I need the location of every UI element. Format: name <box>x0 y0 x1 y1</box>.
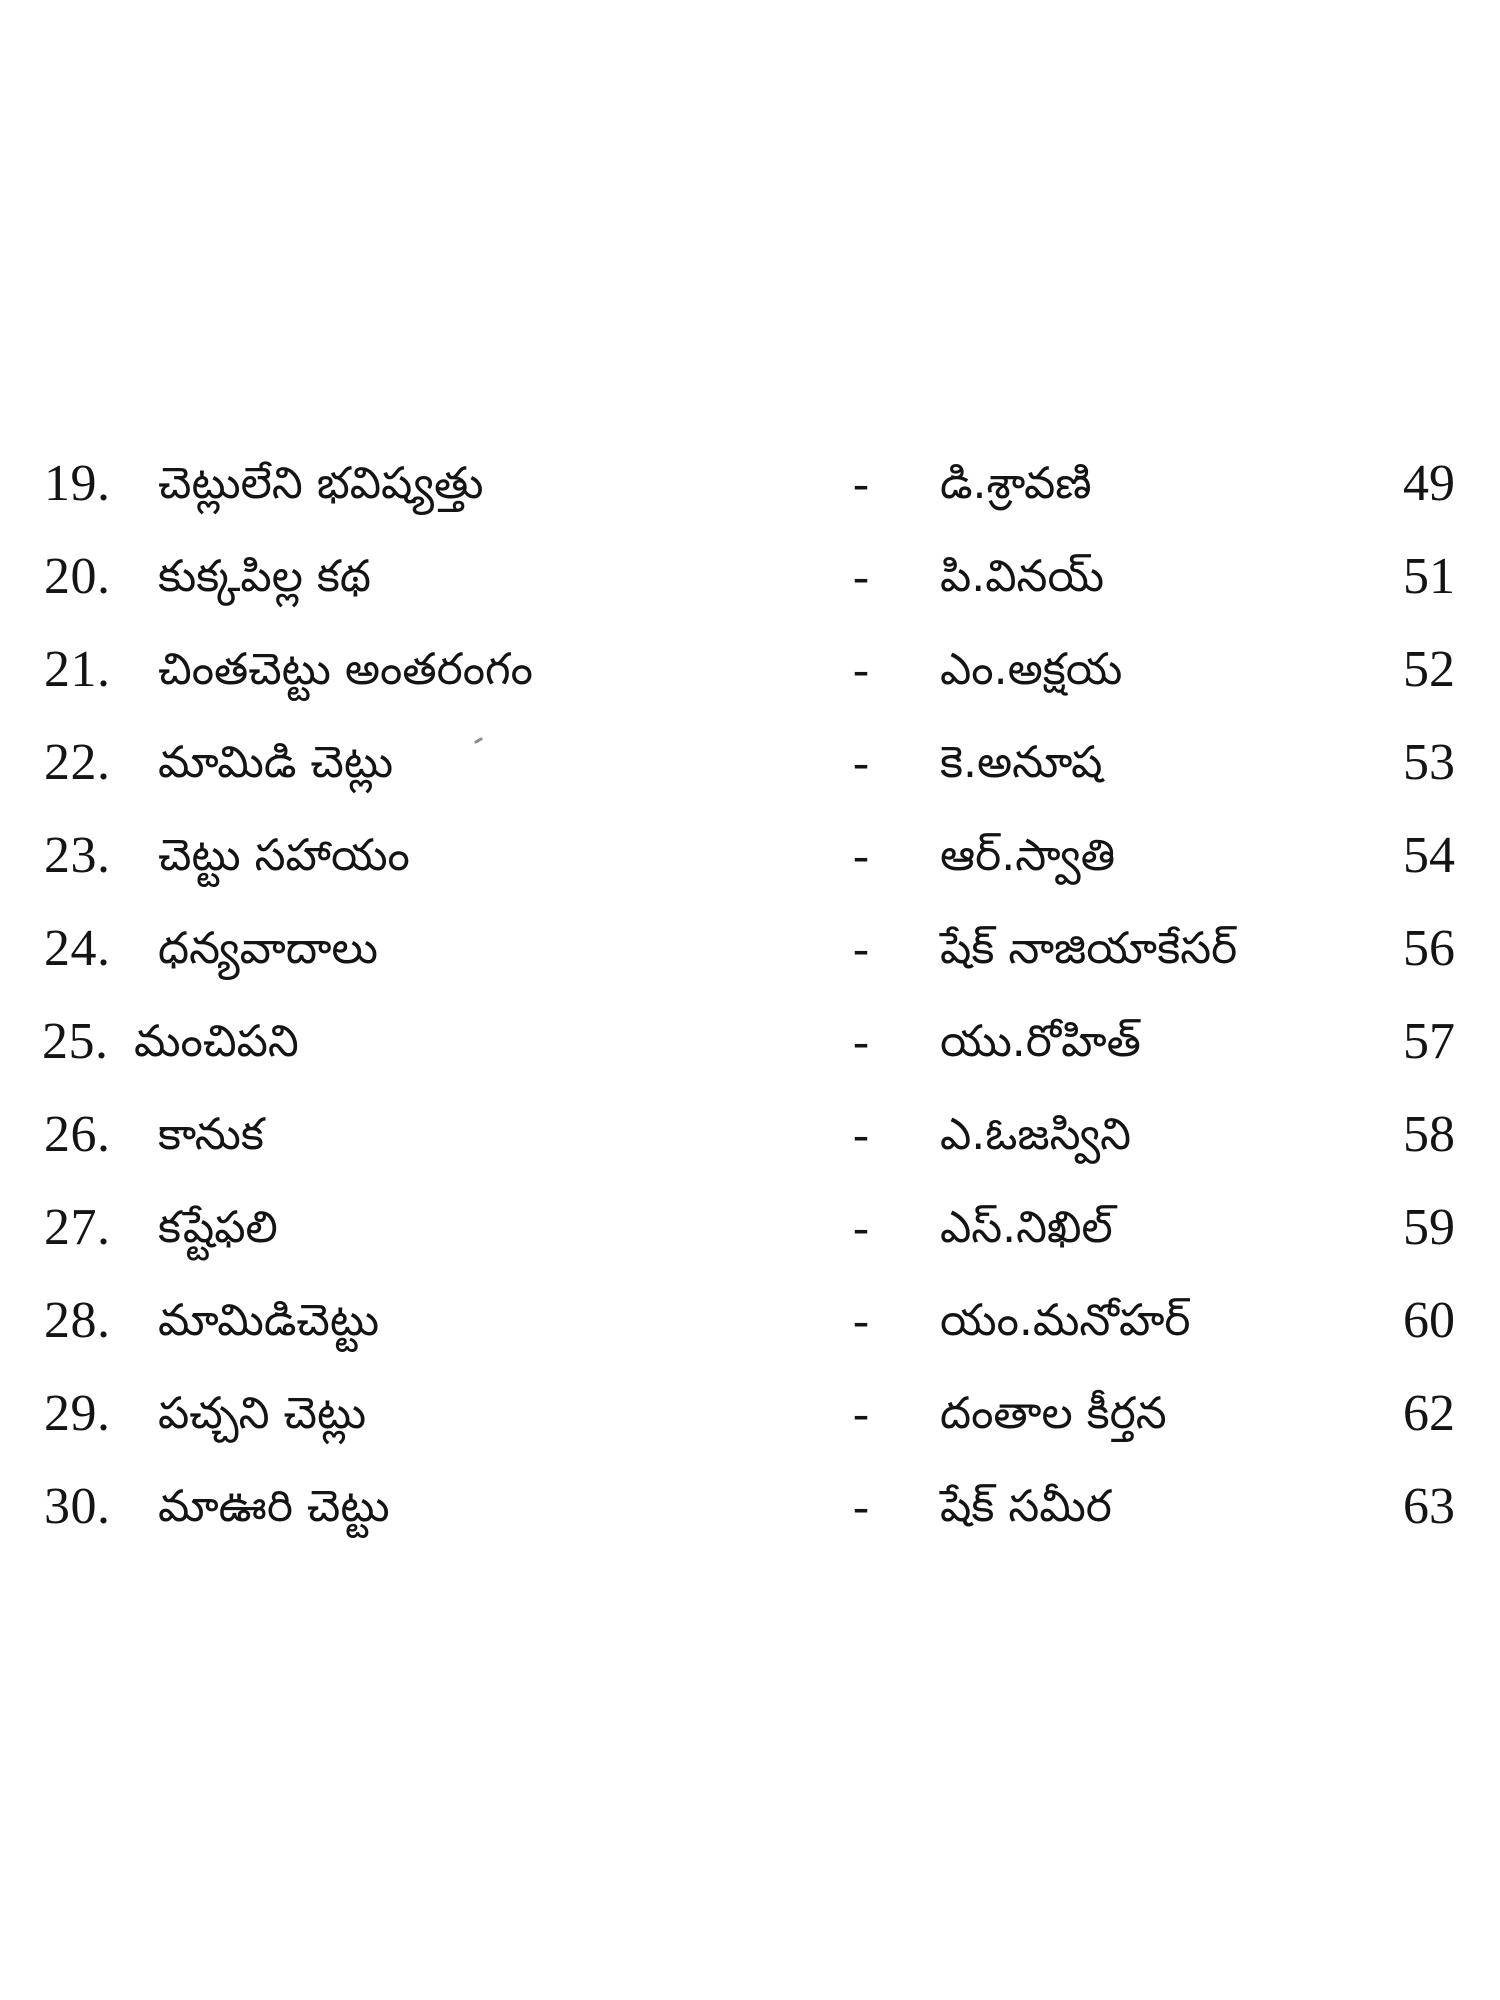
toc-entry <box>0 1184 1500 1277</box>
entry-title: మంచిపని <box>134 1016 299 1067</box>
toc-entry <box>0 440 1500 533</box>
entry-title: చెట్టు సహాయం <box>158 830 410 881</box>
entry-page-number: 51 <box>1403 548 1455 605</box>
entry-author: యు.రోహిత్ <box>940 1016 1141 1067</box>
entry-author: ఆర్.స్వాతి <box>940 830 1116 881</box>
entry-title: మాఊరి చెట్టు <box>158 1481 390 1532</box>
entry-dash: - <box>853 643 869 696</box>
entry-number: 24. <box>44 920 111 977</box>
entry-author: పి.వినయ్ <box>940 551 1105 602</box>
entry-page-number: 54 <box>1403 827 1455 884</box>
entry-page-number: 59 <box>1403 1199 1455 1256</box>
entry-number: 26. <box>44 1106 111 1163</box>
entry-number: 23. <box>44 827 111 884</box>
toc-entry <box>0 719 1500 812</box>
entry-title: ధన్యవాదాలు <box>158 923 378 974</box>
entry-author: కె.అనూష <box>940 737 1103 788</box>
entry-number: 25. <box>42 1013 109 1070</box>
entry-number: 28. <box>44 1292 111 1349</box>
entry-number: 29. <box>44 1385 111 1442</box>
entry-author: షేక్ నాజియాకేసర్ <box>940 923 1238 974</box>
entry-page-number: 58 <box>1403 1106 1455 1163</box>
toc-entry <box>0 533 1500 626</box>
entry-number: 27. <box>44 1199 111 1256</box>
table-of-contents <box>0 440 1500 1560</box>
entry-page-number: 60 <box>1403 1292 1455 1349</box>
entry-title: కష్టేఫలి <box>158 1202 278 1253</box>
entry-dash: - <box>853 1108 869 1161</box>
entry-dash: - <box>853 1201 869 1254</box>
entry-author: ఎం.అక్షయ <box>940 644 1123 695</box>
toc-entry <box>0 1091 1500 1184</box>
entry-dash: - <box>853 1015 869 1068</box>
entry-dash: - <box>853 1294 869 1347</box>
toc-entry <box>0 1370 1500 1463</box>
entry-dash: - <box>853 550 869 603</box>
toc-entry <box>0 1463 1500 1556</box>
entry-title: కానుక <box>158 1109 264 1160</box>
entry-page-number: 56 <box>1403 920 1455 977</box>
entry-number: 20. <box>44 548 111 605</box>
entry-dash: - <box>853 922 869 975</box>
entry-number: 19. <box>44 455 111 512</box>
entry-dash: - <box>853 736 869 789</box>
entry-title: కుక్కపిల్ల కథ <box>158 551 371 602</box>
toc-entry <box>0 1277 1500 1370</box>
entry-page-number: 57 <box>1403 1013 1455 1070</box>
entry-author: ఎ.ఓజస్విని <box>940 1109 1132 1160</box>
toc-entry <box>0 626 1500 719</box>
entry-page-number: 49 <box>1403 455 1455 512</box>
entry-title: పచ్చని చెట్లు <box>158 1388 367 1439</box>
entry-dash: - <box>853 457 869 510</box>
entry-title: మామిడి చెట్లు <box>158 737 394 788</box>
entry-title: చెట్లులేని భవిష్యత్తు <box>158 458 484 509</box>
entry-dash: - <box>853 1480 869 1533</box>
entry-dash: - <box>853 829 869 882</box>
toc-entry <box>0 905 1500 998</box>
toc-entry <box>0 998 1500 1091</box>
entry-dash: - <box>853 1387 869 1440</box>
toc-entry <box>0 812 1500 905</box>
entry-title: మామిడిచెట్టు <box>158 1295 380 1346</box>
entry-page-number: 63 <box>1403 1478 1455 1535</box>
entry-page-number: 53 <box>1403 734 1455 791</box>
entry-author: డి.శ్రావణి <box>940 458 1092 509</box>
entry-title: చింతచెట్టు అంతరంగం <box>158 644 533 695</box>
entry-author: ఎస్.నిఖిల్ <box>940 1202 1113 1253</box>
entry-page-number: 52 <box>1403 641 1455 698</box>
entry-number: 22. <box>44 734 111 791</box>
entry-page-number: 62 <box>1403 1385 1455 1442</box>
entry-author: దంతాల కీర్తన <box>940 1388 1167 1439</box>
entry-author: షేక్ సమీర <box>940 1481 1112 1532</box>
entry-author: యం.మనోహర్ <box>940 1295 1191 1346</box>
entry-number: 21. <box>44 641 111 698</box>
entry-number: 30. <box>44 1478 111 1535</box>
